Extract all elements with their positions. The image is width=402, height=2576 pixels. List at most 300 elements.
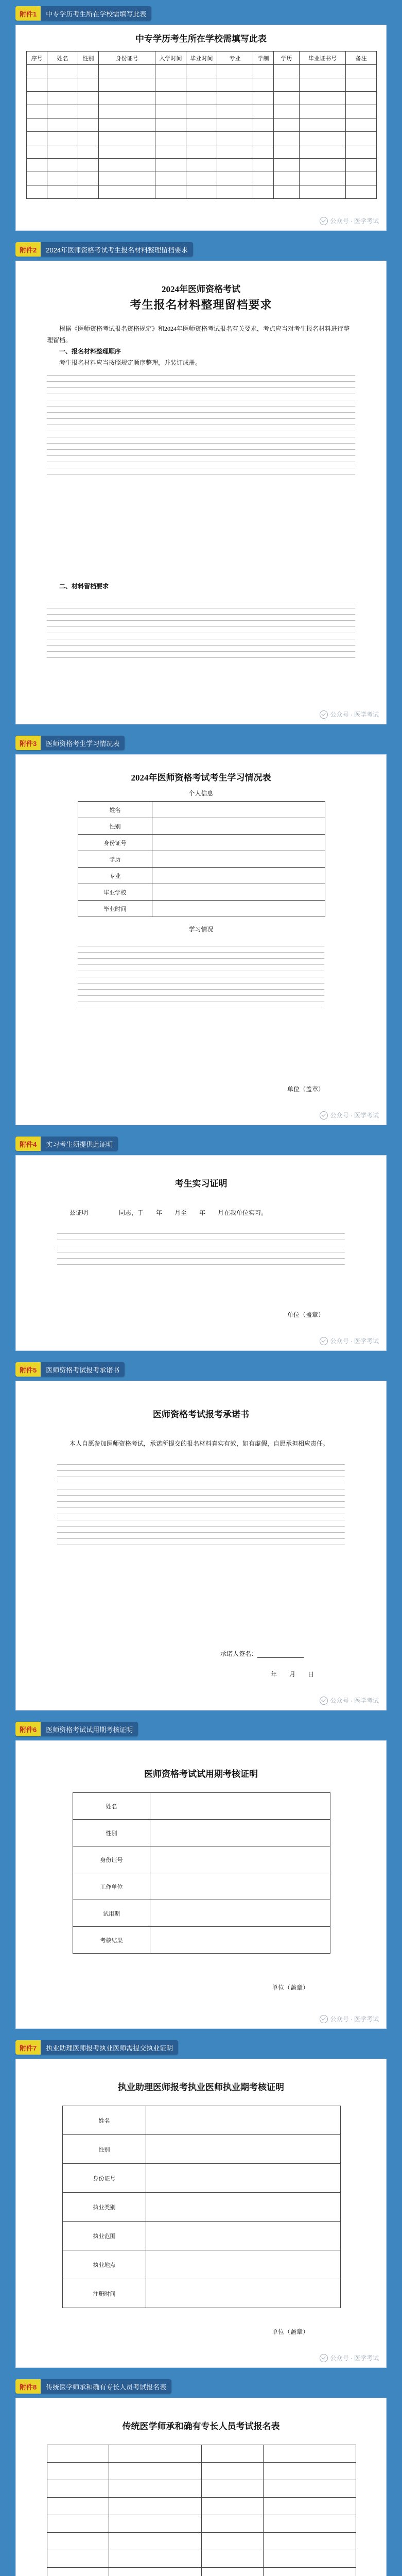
banner-number: 附件8 (15, 2379, 41, 2394)
table-cell (47, 2480, 109, 2498)
table-cell (47, 172, 78, 185)
table-cell (27, 172, 47, 185)
signature-line (257, 1650, 304, 1658)
text-block (26, 1228, 376, 1270)
table-cell (155, 172, 186, 185)
table-row (47, 2533, 356, 2550)
text-line (47, 412, 355, 413)
text-line (47, 626, 355, 627)
document-card-4 (15, 1155, 387, 1351)
table-cell (217, 172, 253, 185)
doc-title: 医师资格考试试用期考核证明 (144, 1769, 258, 1779)
table-cell (274, 145, 300, 159)
text-block (16, 369, 386, 480)
check-icon (320, 710, 328, 719)
table-cell (202, 2515, 264, 2533)
table-cell (346, 78, 377, 92)
enrolment-table (26, 51, 377, 199)
doc-title: 执业助理医师报考执业医师执业期考核证明 (118, 2082, 284, 2092)
table-row (73, 1873, 330, 1900)
check-icon (320, 1697, 328, 1705)
table-cell (217, 132, 253, 145)
table-cell (27, 132, 47, 145)
table-cell (300, 65, 346, 78)
table-cell (253, 185, 274, 199)
table-header-row (27, 52, 377, 65)
field-label: 执业地点 (63, 2250, 146, 2279)
table-cell (274, 78, 300, 92)
table-cell (109, 2445, 202, 2463)
table-row (73, 1846, 330, 1873)
document-card-7 (15, 2059, 387, 2368)
table-cell (47, 145, 78, 159)
watermark: 公众号 · 医学考试 (320, 1696, 379, 1705)
table-cell (186, 145, 217, 159)
text-line (57, 1526, 345, 1527)
banner-text: 中专学历考生所在学校需填写此表 (46, 10, 147, 18)
section-heading: 一、报名材料整理顺序 (59, 348, 121, 355)
text-line (47, 381, 355, 382)
table-cell (217, 185, 253, 199)
table-cell (109, 2498, 202, 2515)
table-row (78, 851, 325, 868)
field-label: 试用期 (73, 1900, 150, 1927)
text-line (57, 1507, 345, 1508)
section-heading: 个人信息 (188, 790, 214, 797)
table-cell (300, 132, 346, 145)
registration-table (47, 2445, 356, 2576)
banner-text: 实习考生须提供此证明 (46, 1140, 113, 1148)
text-line (57, 1264, 345, 1265)
seal-label: 单位（盖章） (271, 1984, 309, 1991)
table-cell (264, 2445, 356, 2463)
table-header-cell: 入学时间 (155, 52, 186, 65)
table-row (27, 132, 377, 145)
table-cell (27, 65, 47, 78)
table-cell (274, 132, 300, 145)
table-cell (217, 118, 253, 132)
table-cell (274, 65, 300, 78)
table-cell (27, 185, 47, 199)
table-cell (47, 2533, 109, 2550)
field-label: 工作单位 (73, 1873, 150, 1900)
field-value (150, 1820, 330, 1846)
table-row (78, 818, 325, 835)
seal-label: 单位（盖章） (287, 1311, 324, 1318)
table-cell (78, 132, 99, 145)
table-cell (264, 2463, 356, 2480)
section-banner-5 (15, 1362, 125, 1377)
text-line (57, 1258, 345, 1259)
check-icon (320, 2354, 328, 2362)
table-row (27, 118, 377, 132)
field-label: 性别 (63, 2135, 146, 2164)
banner-text: 医师资格考生学习情况表 (46, 739, 120, 748)
table-cell (109, 2568, 202, 2576)
table-row (27, 78, 377, 92)
document-card-5 (15, 1381, 387, 1710)
table-cell (27, 92, 47, 105)
field-value (146, 2279, 341, 2308)
banner-number: 附件3 (15, 736, 41, 750)
table-cell (217, 78, 253, 92)
field-value (152, 802, 325, 818)
text-line (78, 989, 324, 990)
field-label: 身份证号 (63, 2164, 146, 2193)
field-value (146, 2250, 341, 2279)
table-row (27, 65, 377, 78)
table-cell (78, 145, 99, 159)
table-cell (202, 2568, 264, 2576)
doc-title: 传统医学师承和确有专长人员考试报名表 (122, 2421, 280, 2431)
table-cell (264, 2515, 356, 2533)
table-header-cell: 学历 (274, 52, 300, 65)
field-label: 姓名 (63, 2106, 146, 2135)
table-cell (346, 172, 377, 185)
table-cell (78, 172, 99, 185)
table-cell (99, 92, 155, 105)
table-cell (99, 118, 155, 132)
field-value (146, 2164, 341, 2193)
table-cell (346, 118, 377, 132)
table-header-cell: 性别 (78, 52, 99, 65)
table-cell (300, 172, 346, 185)
field-label: 执业类别 (63, 2193, 146, 2222)
table-cell (217, 145, 253, 159)
table-cell (155, 145, 186, 159)
text-line (47, 387, 355, 388)
field-value (152, 818, 325, 835)
field-label: 考核结果 (73, 1927, 150, 1954)
table-cell (186, 159, 217, 172)
table-cell (186, 92, 217, 105)
table-cell (27, 78, 47, 92)
table-header-cell: 姓名 (47, 52, 78, 65)
table-cell (300, 92, 346, 105)
text-line (47, 449, 355, 450)
watermark: 公众号 · 医学考试 (320, 1111, 379, 1120)
table-cell (202, 2445, 264, 2463)
table-cell (155, 78, 186, 92)
table-row (63, 2250, 341, 2279)
check-icon (320, 1337, 328, 1345)
table-cell (27, 159, 47, 172)
table-row (47, 2515, 356, 2533)
table-row (63, 2135, 341, 2164)
text-block (16, 596, 386, 664)
field-value (152, 884, 325, 901)
doc-title: 医师资格考试报考承诺书 (153, 1410, 249, 1419)
doc-title-line2: 考生报名材料整理留档要求 (130, 298, 272, 311)
document-card-1 (15, 25, 387, 231)
table-cell (186, 132, 217, 145)
table-cell (99, 78, 155, 92)
table-cell (109, 2550, 202, 2568)
table-cell (47, 2498, 109, 2515)
document-card-2 (15, 261, 387, 724)
text-line (78, 958, 324, 959)
table-header-cell: 备注 (346, 52, 377, 65)
banner-number: 附件1 (15, 6, 41, 21)
text-line (47, 443, 355, 444)
table-cell (264, 2498, 356, 2515)
text-line (57, 1501, 345, 1502)
text-line (78, 964, 324, 965)
table-cell (47, 132, 78, 145)
date-label: 年 月 日 (270, 1671, 314, 1678)
table-cell (47, 118, 78, 132)
table-row (47, 2463, 356, 2480)
table-header-cell: 专业 (217, 52, 253, 65)
text-line (57, 1464, 345, 1465)
table-cell (78, 65, 99, 78)
table-cell (274, 185, 300, 199)
table-row (78, 868, 325, 884)
section-banner-8 (15, 2379, 171, 2394)
field-label: 身份证号 (78, 835, 152, 851)
table-cell (47, 2550, 109, 2568)
seal-label: 单位（盖章） (287, 1086, 324, 1093)
table-row (27, 92, 377, 105)
table-cell (217, 105, 253, 118)
table-row (63, 2106, 341, 2135)
table-cell (264, 2533, 356, 2550)
text-line (78, 995, 324, 996)
text-line (47, 614, 355, 615)
table-cell (217, 65, 253, 78)
table-row (73, 1820, 330, 1846)
table-row (78, 802, 325, 818)
field-label: 学历 (78, 851, 152, 868)
section-heading: 学习情况 (188, 926, 214, 933)
table-cell (300, 118, 346, 132)
table-row (63, 2193, 341, 2222)
table-cell (253, 145, 274, 159)
text-line (47, 375, 355, 376)
watermark: 公众号 · 医学考试 (320, 216, 379, 225)
table-cell (99, 172, 155, 185)
table-cell (47, 105, 78, 118)
field-value (146, 2106, 341, 2135)
table-cell (300, 159, 346, 172)
document-card-8 (15, 2398, 387, 2576)
field-label: 姓名 (78, 802, 152, 818)
table-row (63, 2222, 341, 2250)
table-cell (300, 105, 346, 118)
doc-title: 2024年医师资格考试考生学习情况表 (131, 773, 271, 783)
watermark: 公众号 · 医学考试 (320, 2353, 379, 2362)
table-cell (186, 118, 217, 132)
check-icon (320, 2015, 328, 2023)
table-row (73, 1793, 330, 1820)
field-label: 性别 (73, 1820, 150, 1846)
table-header-cell: 毕业时间 (186, 52, 217, 65)
banner-number: 附件6 (15, 1722, 41, 1736)
table-cell (300, 145, 346, 159)
table-row (27, 145, 377, 159)
table-cell (202, 2463, 264, 2480)
banner-text: 2024年医师资格考试考生报名材料整理留档要求 (46, 246, 188, 254)
table-row (47, 2498, 356, 2515)
text-line (47, 651, 355, 652)
section-banner-6 (15, 1722, 138, 1736)
table-cell (186, 185, 217, 199)
field-value (152, 851, 325, 868)
section-banner-1 (15, 6, 151, 21)
table-row (27, 185, 377, 199)
table-cell (155, 118, 186, 132)
table-cell (109, 2463, 202, 2480)
text-block (47, 940, 355, 1014)
banner-text: 执业助理医师报考执业医师需提交执业证明 (46, 2044, 173, 2052)
table-header-cell: 序号 (27, 52, 47, 65)
table-cell (47, 78, 78, 92)
table-cell (155, 65, 186, 78)
table-cell (217, 92, 253, 105)
table-cell (78, 185, 99, 199)
table-cell (346, 145, 377, 159)
table-cell (253, 132, 274, 145)
table-cell (47, 2568, 109, 2576)
section-banner-4 (15, 1137, 118, 1151)
table-row (73, 1900, 330, 1927)
table-cell (78, 105, 99, 118)
personal-info-table (78, 801, 325, 917)
table-row (27, 159, 377, 172)
text-line (57, 1470, 345, 1471)
paragraph: 兹证明 同志，于 年 月至 年 月在我单位实习。 (69, 1209, 268, 1216)
table-cell (99, 132, 155, 145)
practice-table (62, 2106, 341, 2308)
table-row (73, 1927, 330, 1954)
table-cell (264, 2568, 356, 2576)
table-cell (78, 118, 99, 132)
table-row (78, 884, 325, 901)
table-cell (186, 65, 217, 78)
doc-title-line1: 2024年医师资格考试 (162, 284, 240, 294)
table-cell (155, 185, 186, 199)
table-cell (47, 159, 78, 172)
table-cell (346, 159, 377, 172)
table-cell (47, 2463, 109, 2480)
section-banner-3 (15, 736, 125, 750)
table-row (27, 172, 377, 185)
field-label: 毕业时间 (78, 901, 152, 917)
doc-title: 中专学历考生所在学校需填写此表 (135, 34, 267, 44)
table-cell (202, 2498, 264, 2515)
field-label: 执业范围 (63, 2222, 146, 2250)
field-value (152, 868, 325, 884)
field-label: 注册时间 (63, 2279, 146, 2308)
table-cell (47, 65, 78, 78)
text-line (57, 1532, 345, 1533)
table-row (78, 901, 325, 917)
signature-label: 承诺人签名： (220, 1650, 257, 1657)
table-cell (47, 92, 78, 105)
table-row (63, 2279, 341, 2308)
table-cell (253, 78, 274, 92)
paragraph: 根据《医师资格考试报名资格规定》和2024年医师资格考试报名有关要求，考点应当对考生报名材料进行整理留档。 (47, 325, 350, 344)
table-cell (253, 65, 274, 78)
table-cell (155, 159, 186, 172)
field-value (152, 901, 325, 917)
table-cell (109, 2480, 202, 2498)
table-cell (274, 172, 300, 185)
document-card-6 (15, 1740, 387, 2029)
table-cell (155, 92, 186, 105)
table-cell (346, 92, 377, 105)
table-cell (109, 2515, 202, 2533)
field-value (150, 1900, 330, 1927)
table-row (47, 2568, 356, 2576)
table-cell (253, 92, 274, 105)
section-banner-2 (15, 242, 193, 257)
field-value (150, 1793, 330, 1820)
table-cell (155, 105, 186, 118)
table-cell (47, 185, 78, 199)
text-line (47, 620, 355, 621)
table-cell (346, 132, 377, 145)
watermark: 公众号 · 医学考试 (320, 2014, 379, 2023)
table-cell (47, 2515, 109, 2533)
paragraph: 考生报名材料应当按照规定顺序整理，并装订成册。 (59, 359, 202, 366)
table-cell (99, 105, 155, 118)
watermark: 公众号 · 医学考试 (320, 1336, 379, 1345)
banner-text: 医师资格考试报考承诺书 (46, 1366, 120, 1374)
text-line (47, 418, 355, 419)
table-cell (47, 2445, 109, 2463)
text-line (78, 983, 324, 984)
table-cell (253, 172, 274, 185)
text-line (57, 1233, 345, 1234)
doc-title: 考生实习证明 (174, 1179, 228, 1189)
table-cell (186, 78, 217, 92)
banner-number: 附件7 (15, 2040, 41, 2055)
field-label: 性别 (78, 818, 152, 835)
check-icon (320, 217, 328, 225)
table-header-cell: 学制 (253, 52, 274, 65)
text-line (57, 1495, 345, 1496)
paragraph: 本人自愿参加医师资格考试，承诺所提交的报名材料真实有效，如有虚假，自愿承担相应责任。 (69, 1440, 329, 1447)
table-header-cell: 身份证号 (99, 52, 155, 65)
banner-number: 附件5 (15, 1362, 41, 1377)
probation-table (73, 1792, 330, 1954)
text-line (47, 645, 355, 646)
field-label: 毕业学校 (78, 884, 152, 901)
table-cell (78, 78, 99, 92)
banner-text: 传统医学师承和确有专长人员考试报名表 (46, 2383, 167, 2391)
table-header-cell: 毕业证书号 (300, 52, 346, 65)
table-cell (217, 159, 253, 172)
text-block (26, 1459, 376, 1551)
table-cell (274, 159, 300, 172)
table-cell (99, 159, 155, 172)
table-cell (253, 105, 274, 118)
table-cell (202, 2550, 264, 2568)
text-line (47, 657, 355, 658)
table-cell (78, 159, 99, 172)
field-label: 姓名 (73, 1793, 150, 1820)
table-cell (274, 105, 300, 118)
table-cell (155, 132, 186, 145)
table-row (63, 2164, 341, 2193)
seal-label: 单位（盖章） (271, 2328, 309, 2335)
table-cell (253, 118, 274, 132)
table-row (47, 2550, 356, 2568)
table-cell (274, 118, 300, 132)
table-cell (202, 2480, 264, 2498)
table-cell (99, 145, 155, 159)
